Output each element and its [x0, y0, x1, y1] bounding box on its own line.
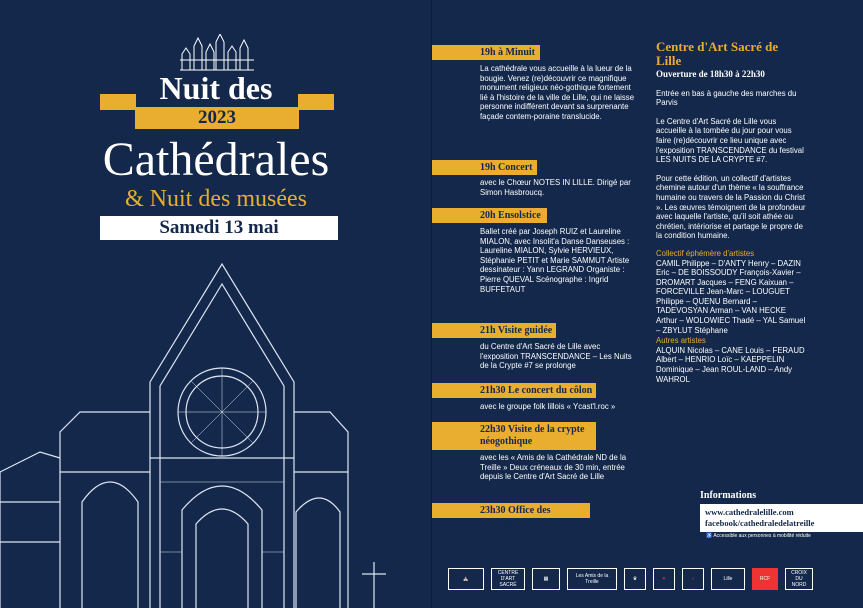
collectif-list: CAMIL Philippe – D'ANTY Henry – DAZIN Eric – DE BOISSOUDY François-Xavier – DROMART Jacques – FENG Kaixuan – FORCEVILLE Jean-Marc – LOUGUET Philippe – QUENU Bernard – TADEVOSYAN Arman – VAN HECKE Arthur – WOLOWIEC Thadé – YAL Samuel – ZBYLUT Stéphane: [656, 258, 806, 335]
logo-centre-art: CENTRE D'ART SACRÉ: [491, 568, 525, 590]
schedule-text-6: avec les « Amis de la Cathédrale ND de la Treille » Deux créneaux de 30 min, entrée depuis le Centre d'Art Sacré de Lille: [480, 453, 627, 482]
red-logo: ✦: [653, 568, 675, 590]
logo-rcf: RCF: [752, 568, 778, 590]
autres-list: ALQUIN Nicolas – CANE Louis – FERAUD Albert – HENRIO Loïc – KAEPPELIN Dominique – Jean ROUL-LAND – Andy WAHROL: [656, 345, 805, 384]
schedule-text-4: du Centre d'Art Sacré de Lille avec l'exposition TRANSCENDANCE – Les Nuits de la Crypte #7 se prolonge: [480, 342, 632, 371]
centre-theme: Pour cette édition, un collectif d'artistes chemine autour d'un thème « la souffrance humaine ou travers de la Passion du Christ ». Les œuvres témoignent de la profondeur avec laquelle l'artiste, qu'il soit athée ou chrétien, intériorise et partage le propre de la condition humaine.: [656, 173, 806, 241]
info-box: [700, 504, 863, 532]
centre-intro: Le Centre d'Art Sacré de Lille vous accueille à la tombée du jour pour vous faire (re)découvrir ce lieu unique avec l'exposition TRANSCENDANCE du festival LES NUITS DE LA CRYPTE #7.: [656, 116, 804, 165]
schedule-text-5: avec le groupe folk lillois « Ycast'l.roc »: [480, 402, 616, 411]
schedule-time-6: 22h30 Visite de la crypte néogothique: [432, 422, 596, 450]
schedule-time-1: 19h à Minuit: [432, 45, 540, 60]
schedule-time-2: 19h Concert: [432, 160, 537, 175]
autres-title: Autres artistes: [656, 336, 706, 346]
accessibility-text: Accessible aux personnes à mobilité réduite: [713, 533, 811, 539]
year-bar: 2023: [135, 107, 299, 129]
title-line2: Cathédrales: [102, 133, 330, 186]
ribbon-right: [298, 94, 334, 110]
logo-croix-du-nord: CROIX DU NORD: [785, 568, 813, 590]
schedule-time-4: 21h Visite guidée: [432, 323, 556, 338]
schedule-time-5: 21h30 Le concert du côlon: [432, 383, 596, 398]
centre-hours: Ouverture de 18h30 à 22h30: [656, 69, 765, 79]
schedule-text-3: Ballet créé par Joseph RUIZ et Laureline MIALON, avec Insolit'a Danse Danseuses : Laureline MIALON, Sylvie HERVIEUX, Stéphanie PETIT et Marie SAMMUT Artiste dessinateur : Yann LEGRAND Organiste : Pierre QUEVAL Scénographe : Ingrid BUFFETAUT: [480, 227, 630, 294]
centre-art-column: [656, 40, 806, 384]
crown-logo: ♛: [624, 568, 646, 590]
date-box: Samedi 13 mai: [100, 216, 338, 240]
cathedral-illustration: [0, 262, 432, 608]
cathedral-skyline-icon: [180, 34, 254, 72]
schedule-time-3: 20h Ensolstice: [432, 208, 547, 223]
title-line1: Nuit des: [159, 70, 273, 106]
accessibility-note: [706, 533, 811, 539]
title-line3: & Nuit des musées: [125, 186, 307, 212]
collectif-title: Collectif éphémère d'artistes: [656, 248, 755, 258]
ribbon-left: [100, 94, 136, 110]
logo-amis-treille: Les Amis de la Treille: [567, 568, 617, 590]
building-logo: ▦: [532, 568, 560, 590]
schedule-text-1: La cathédrale vous accueille à la lueur de la bougie. Venez (re)découvrir ce magnifique monument religieux néo-gothique fortement lié à l'histoire de la ville de Lille, qui ne laisse personne indifférent devant sa surprenante façade contem-poraine translucide.: [480, 64, 635, 121]
schedule-time-7: 23h30 Office des complies: [432, 503, 590, 518]
logo-lille: Lille: [711, 568, 745, 590]
cathedral-logo: ⛪: [448, 568, 484, 590]
centre-title: Centre d'Art Sacré de Lille: [656, 39, 779, 68]
website-link[interactable]: www.cathedralelille.com: [705, 507, 794, 517]
schedule-text-2: avec le Chœur NOTES IN LILLE. Dirigé par Simon Hasbroucq.: [480, 178, 631, 197]
facebook-link[interactable]: facebook/cathedraledelatreille: [705, 518, 815, 528]
sponsor-logos: [448, 566, 863, 592]
info-title: Informations: [700, 490, 757, 501]
dancer-logo: ♪: [682, 568, 704, 590]
info-block: [700, 490, 863, 532]
wheelchair-icon: ♿: [706, 533, 714, 539]
centre-entry: Entrée en bas à gauche des marches du Parvis: [656, 88, 797, 108]
